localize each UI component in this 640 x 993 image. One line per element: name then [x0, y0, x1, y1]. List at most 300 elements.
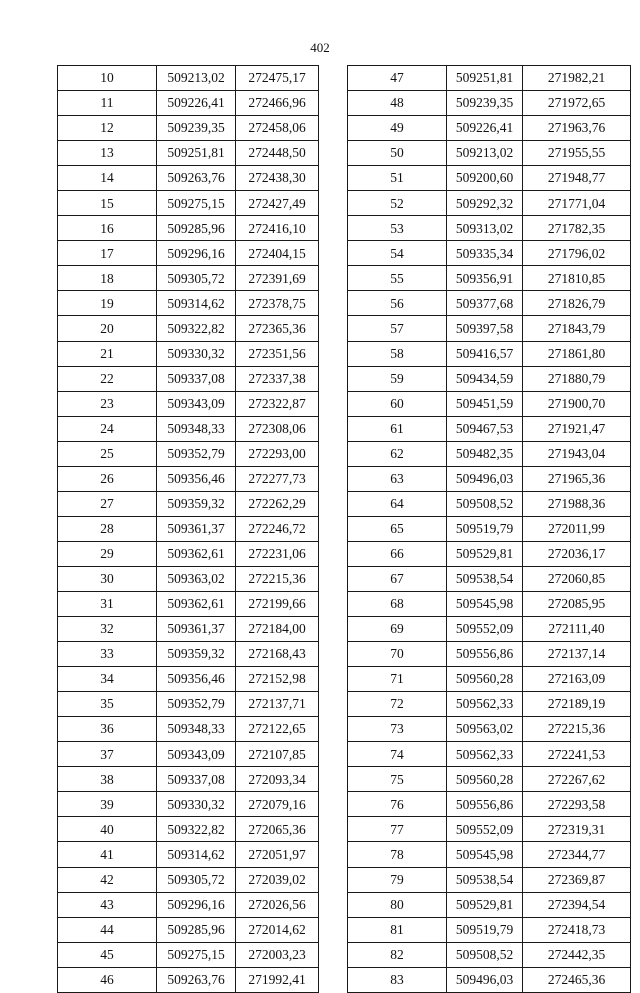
point-number-cell: 77	[348, 817, 447, 842]
table-row	[58, 366, 319, 391]
x-coordinate-cell: 509356,46	[157, 667, 236, 692]
x-coordinate-cell: 509337,08	[157, 767, 236, 792]
table-row	[348, 692, 631, 717]
point-number-cell: 80	[348, 892, 447, 917]
point-number-cell: 25	[58, 441, 157, 466]
table-row	[348, 166, 631, 191]
coordinates-table-left-body	[58, 66, 319, 993]
x-coordinate-cell: 509359,32	[157, 642, 236, 667]
table-row	[58, 642, 319, 667]
point-number-cell: 24	[58, 416, 157, 441]
y-coordinate-cell: 272438,30	[236, 166, 319, 191]
point-number-cell: 71	[348, 667, 447, 692]
table-row	[58, 166, 319, 191]
y-coordinate-cell: 271843,79	[523, 316, 631, 341]
y-coordinate-cell: 272085,95	[523, 591, 631, 616]
y-coordinate-cell: 272026,56	[236, 892, 319, 917]
point-number-cell: 10	[58, 66, 157, 91]
table-row	[348, 391, 631, 416]
y-coordinate-cell: 271796,02	[523, 241, 631, 266]
point-number-cell: 54	[348, 241, 447, 266]
y-coordinate-cell: 272184,00	[236, 617, 319, 642]
table-row	[348, 66, 631, 91]
table-row	[58, 66, 319, 91]
table-row	[58, 617, 319, 642]
y-coordinate-cell: 272322,87	[236, 391, 319, 416]
point-number-cell: 47	[348, 66, 447, 91]
x-coordinate-cell: 509356,46	[157, 466, 236, 491]
point-number-cell: 26	[58, 466, 157, 491]
point-number-cell: 38	[58, 767, 157, 792]
x-coordinate-cell: 509538,54	[447, 867, 523, 892]
point-number-cell: 20	[58, 316, 157, 341]
point-number-cell: 43	[58, 892, 157, 917]
x-coordinate-cell: 509416,57	[447, 341, 523, 366]
point-number-cell: 35	[58, 692, 157, 717]
y-coordinate-cell: 272152,98	[236, 667, 319, 692]
point-number-cell: 68	[348, 591, 447, 616]
point-number-cell: 52	[348, 191, 447, 216]
coordinates-table-left	[57, 65, 319, 993]
x-coordinate-cell: 509508,52	[447, 942, 523, 967]
x-coordinate-cell: 509362,61	[157, 541, 236, 566]
point-number-cell: 23	[58, 391, 157, 416]
coordinates-table-right	[347, 65, 631, 993]
x-coordinate-cell: 509275,15	[157, 191, 236, 216]
y-coordinate-cell: 272458,06	[236, 116, 319, 141]
point-number-cell: 44	[58, 917, 157, 942]
point-number-cell: 27	[58, 491, 157, 516]
x-coordinate-cell: 509348,33	[157, 717, 236, 742]
x-coordinate-cell: 509451,59	[447, 391, 523, 416]
y-coordinate-cell: 272365,36	[236, 316, 319, 341]
y-coordinate-cell: 272391,69	[236, 266, 319, 291]
point-number-cell: 33	[58, 642, 157, 667]
y-coordinate-cell: 272051,97	[236, 842, 319, 867]
x-coordinate-cell: 509352,79	[157, 441, 236, 466]
point-number-cell: 72	[348, 692, 447, 717]
x-coordinate-cell: 509285,96	[157, 216, 236, 241]
x-coordinate-cell: 509343,09	[157, 391, 236, 416]
x-coordinate-cell: 509519,79	[447, 516, 523, 541]
x-coordinate-cell: 509314,62	[157, 842, 236, 867]
y-coordinate-cell: 271826,79	[523, 291, 631, 316]
x-coordinate-cell: 509562,33	[447, 692, 523, 717]
x-coordinate-cell: 509226,41	[447, 116, 523, 141]
x-coordinate-cell: 509285,96	[157, 917, 236, 942]
x-coordinate-cell: 509251,81	[157, 141, 236, 166]
table-row	[348, 491, 631, 516]
y-coordinate-cell: 272215,36	[236, 566, 319, 591]
x-coordinate-cell: 509529,81	[447, 892, 523, 917]
point-number-cell: 69	[348, 617, 447, 642]
y-coordinate-cell: 271921,47	[523, 416, 631, 441]
y-coordinate-cell: 272262,29	[236, 491, 319, 516]
table-row	[58, 441, 319, 466]
x-coordinate-cell: 509377,68	[447, 291, 523, 316]
x-coordinate-cell: 509322,82	[157, 817, 236, 842]
y-coordinate-cell: 272319,31	[523, 817, 631, 842]
y-coordinate-cell: 272394,54	[523, 892, 631, 917]
x-coordinate-cell: 509361,37	[157, 516, 236, 541]
x-coordinate-cell: 509552,09	[447, 617, 523, 642]
y-coordinate-cell: 272036,17	[523, 541, 631, 566]
table-row	[58, 792, 319, 817]
x-coordinate-cell: 509560,28	[447, 767, 523, 792]
table-row	[348, 792, 631, 817]
point-number-cell: 78	[348, 842, 447, 867]
table-row	[58, 491, 319, 516]
x-coordinate-cell: 509519,79	[447, 917, 523, 942]
point-number-cell: 58	[348, 341, 447, 366]
point-number-cell: 19	[58, 291, 157, 316]
point-number-cell: 63	[348, 466, 447, 491]
x-coordinate-cell: 509562,33	[447, 742, 523, 767]
table-row	[58, 692, 319, 717]
table-row	[58, 842, 319, 867]
y-coordinate-cell: 271972,65	[523, 91, 631, 116]
point-number-cell: 62	[348, 441, 447, 466]
table-row	[348, 441, 631, 466]
y-coordinate-cell: 272369,87	[523, 867, 631, 892]
y-coordinate-cell: 272475,17	[236, 66, 319, 91]
x-coordinate-cell: 509552,09	[447, 817, 523, 842]
table-row	[348, 241, 631, 266]
y-coordinate-cell: 272427,49	[236, 191, 319, 216]
point-number-cell: 21	[58, 341, 157, 366]
y-coordinate-cell: 272107,85	[236, 742, 319, 767]
y-coordinate-cell: 272465,36	[523, 967, 631, 992]
x-coordinate-cell: 509362,61	[157, 591, 236, 616]
table-row	[58, 141, 319, 166]
table-row	[348, 316, 631, 341]
x-coordinate-cell: 509343,09	[157, 742, 236, 767]
y-coordinate-cell: 271900,70	[523, 391, 631, 416]
y-coordinate-cell: 272163,09	[523, 667, 631, 692]
point-number-cell: 81	[348, 917, 447, 942]
table-row	[58, 466, 319, 491]
point-number-cell: 66	[348, 541, 447, 566]
y-coordinate-cell: 272416,10	[236, 216, 319, 241]
x-coordinate-cell: 509337,08	[157, 366, 236, 391]
point-number-cell: 11	[58, 91, 157, 116]
point-number-cell: 74	[348, 742, 447, 767]
y-coordinate-cell: 272137,71	[236, 692, 319, 717]
table-row	[348, 141, 631, 166]
table-row	[348, 967, 631, 992]
table-row	[58, 416, 319, 441]
point-number-cell: 67	[348, 566, 447, 591]
table-row	[58, 391, 319, 416]
y-coordinate-cell: 272378,75	[236, 291, 319, 316]
point-number-cell: 82	[348, 942, 447, 967]
y-coordinate-cell: 272293,00	[236, 441, 319, 466]
x-coordinate-cell: 509363,02	[157, 566, 236, 591]
point-number-cell: 53	[348, 216, 447, 241]
table-row	[58, 717, 319, 742]
x-coordinate-cell: 509545,98	[447, 591, 523, 616]
y-coordinate-cell: 272111,40	[523, 617, 631, 642]
y-coordinate-cell: 271948,77	[523, 166, 631, 191]
y-coordinate-cell: 272065,36	[236, 817, 319, 842]
x-coordinate-cell: 509556,86	[447, 792, 523, 817]
table-row	[58, 116, 319, 141]
point-number-cell: 83	[348, 967, 447, 992]
x-coordinate-cell: 509275,15	[157, 942, 236, 967]
point-number-cell: 36	[58, 717, 157, 742]
table-row	[348, 416, 631, 441]
y-coordinate-cell: 272168,43	[236, 642, 319, 667]
y-coordinate-cell: 272418,73	[523, 917, 631, 942]
table-row	[58, 241, 319, 266]
point-number-cell: 32	[58, 617, 157, 642]
y-coordinate-cell: 272466,96	[236, 91, 319, 116]
table-row	[58, 291, 319, 316]
table-row	[348, 591, 631, 616]
point-number-cell: 13	[58, 141, 157, 166]
point-number-cell: 18	[58, 266, 157, 291]
y-coordinate-cell: 271943,04	[523, 441, 631, 466]
table-row	[58, 917, 319, 942]
point-number-cell: 60	[348, 391, 447, 416]
point-number-cell: 65	[348, 516, 447, 541]
table-row	[348, 767, 631, 792]
y-coordinate-cell: 271965,36	[523, 466, 631, 491]
table-row	[348, 116, 631, 141]
table-row	[58, 742, 319, 767]
y-coordinate-cell: 272137,14	[523, 642, 631, 667]
y-coordinate-cell: 272277,73	[236, 466, 319, 491]
point-number-cell: 17	[58, 241, 157, 266]
y-coordinate-cell: 271771,04	[523, 191, 631, 216]
y-coordinate-cell: 271963,76	[523, 116, 631, 141]
y-coordinate-cell: 272199,66	[236, 591, 319, 616]
coordinates-table-right-body	[348, 66, 631, 993]
point-number-cell: 30	[58, 566, 157, 591]
point-number-cell: 64	[348, 491, 447, 516]
table-row	[348, 341, 631, 366]
x-coordinate-cell: 509226,41	[157, 91, 236, 116]
point-number-cell: 73	[348, 717, 447, 742]
point-number-cell: 76	[348, 792, 447, 817]
y-coordinate-cell: 272189,19	[523, 692, 631, 717]
point-number-cell: 48	[348, 91, 447, 116]
point-number-cell: 41	[58, 842, 157, 867]
table-row	[58, 266, 319, 291]
table-row	[58, 216, 319, 241]
y-coordinate-cell: 272351,56	[236, 341, 319, 366]
table-row	[348, 91, 631, 116]
x-coordinate-cell: 509529,81	[447, 541, 523, 566]
table-row	[348, 717, 631, 742]
y-coordinate-cell: 272404,15	[236, 241, 319, 266]
x-coordinate-cell: 509356,91	[447, 266, 523, 291]
y-coordinate-cell: 272011,99	[523, 516, 631, 541]
y-coordinate-cell: 271982,21	[523, 66, 631, 91]
point-number-cell: 42	[58, 867, 157, 892]
y-coordinate-cell: 272267,62	[523, 767, 631, 792]
point-number-cell: 59	[348, 366, 447, 391]
point-number-cell: 40	[58, 817, 157, 842]
x-coordinate-cell: 509322,82	[157, 316, 236, 341]
x-coordinate-cell: 509545,98	[447, 842, 523, 867]
y-coordinate-cell: 272093,34	[236, 767, 319, 792]
y-coordinate-cell: 272014,62	[236, 917, 319, 942]
table-row	[348, 867, 631, 892]
table-row	[348, 617, 631, 642]
y-coordinate-cell: 272003,23	[236, 942, 319, 967]
point-number-cell: 79	[348, 867, 447, 892]
table-row	[348, 942, 631, 967]
table-row	[58, 867, 319, 892]
x-coordinate-cell: 509330,32	[157, 792, 236, 817]
table-row	[348, 466, 631, 491]
y-coordinate-cell: 272122,65	[236, 717, 319, 742]
x-coordinate-cell: 509560,28	[447, 667, 523, 692]
x-coordinate-cell: 509305,72	[157, 867, 236, 892]
table-row	[348, 842, 631, 867]
x-coordinate-cell: 509434,59	[447, 366, 523, 391]
table-row	[348, 566, 631, 591]
y-coordinate-cell: 271782,35	[523, 216, 631, 241]
y-coordinate-cell: 271880,79	[523, 366, 631, 391]
x-coordinate-cell: 509563,02	[447, 717, 523, 742]
table-row	[58, 91, 319, 116]
y-coordinate-cell: 272060,85	[523, 566, 631, 591]
x-coordinate-cell: 509496,03	[447, 466, 523, 491]
x-coordinate-cell: 509352,79	[157, 692, 236, 717]
table-row	[58, 942, 319, 967]
y-coordinate-cell: 271810,85	[523, 266, 631, 291]
y-coordinate-cell: 272337,38	[236, 366, 319, 391]
point-number-cell: 16	[58, 216, 157, 241]
y-coordinate-cell: 272079,16	[236, 792, 319, 817]
table-row	[348, 191, 631, 216]
y-coordinate-cell: 272231,06	[236, 541, 319, 566]
x-coordinate-cell: 509263,76	[157, 166, 236, 191]
x-coordinate-cell: 509251,81	[447, 66, 523, 91]
table-row	[348, 892, 631, 917]
x-coordinate-cell: 509508,52	[447, 491, 523, 516]
table-row	[58, 341, 319, 366]
y-coordinate-cell: 272293,58	[523, 792, 631, 817]
point-number-cell: 37	[58, 742, 157, 767]
x-coordinate-cell: 509296,16	[157, 892, 236, 917]
point-number-cell: 12	[58, 116, 157, 141]
y-coordinate-cell: 272246,72	[236, 516, 319, 541]
y-coordinate-cell: 272039,02	[236, 867, 319, 892]
x-coordinate-cell: 509335,34	[447, 241, 523, 266]
point-number-cell: 39	[58, 792, 157, 817]
table-row	[58, 591, 319, 616]
table-row	[58, 892, 319, 917]
table-row	[348, 742, 631, 767]
x-coordinate-cell: 509330,32	[157, 341, 236, 366]
point-number-cell: 22	[58, 366, 157, 391]
x-coordinate-cell: 509496,03	[447, 967, 523, 992]
point-number-cell: 57	[348, 316, 447, 341]
table-row	[348, 516, 631, 541]
table-row	[58, 767, 319, 792]
y-coordinate-cell: 271992,41	[236, 967, 319, 992]
table-row	[348, 216, 631, 241]
x-coordinate-cell: 509314,62	[157, 291, 236, 316]
x-coordinate-cell: 509263,76	[157, 967, 236, 992]
y-coordinate-cell: 271988,36	[523, 491, 631, 516]
point-number-cell: 49	[348, 116, 447, 141]
x-coordinate-cell: 509200,60	[447, 166, 523, 191]
point-number-cell: 28	[58, 516, 157, 541]
point-number-cell: 75	[348, 767, 447, 792]
table-row	[58, 541, 319, 566]
x-coordinate-cell: 509467,53	[447, 416, 523, 441]
x-coordinate-cell: 509482,35	[447, 441, 523, 466]
table-row	[348, 917, 631, 942]
y-coordinate-cell: 271955,55	[523, 141, 631, 166]
x-coordinate-cell: 509239,35	[447, 91, 523, 116]
x-coordinate-cell: 509296,16	[157, 241, 236, 266]
point-number-cell: 55	[348, 266, 447, 291]
table-row	[58, 316, 319, 341]
point-number-cell: 46	[58, 967, 157, 992]
table-row	[58, 817, 319, 842]
x-coordinate-cell: 509213,02	[447, 141, 523, 166]
table-row	[58, 516, 319, 541]
table-row	[348, 541, 631, 566]
point-number-cell: 51	[348, 166, 447, 191]
point-number-cell: 15	[58, 191, 157, 216]
x-coordinate-cell: 509397,58	[447, 316, 523, 341]
point-number-cell: 61	[348, 416, 447, 441]
point-number-cell: 56	[348, 291, 447, 316]
point-number-cell: 70	[348, 642, 447, 667]
table-row	[348, 266, 631, 291]
x-coordinate-cell: 509305,72	[157, 266, 236, 291]
table-row	[348, 667, 631, 692]
y-coordinate-cell: 272448,50	[236, 141, 319, 166]
table-row	[348, 291, 631, 316]
y-coordinate-cell: 272308,06	[236, 416, 319, 441]
y-coordinate-cell: 272241,53	[523, 742, 631, 767]
table-row	[58, 566, 319, 591]
x-coordinate-cell: 509239,35	[157, 116, 236, 141]
x-coordinate-cell: 509556,86	[447, 642, 523, 667]
table-row	[348, 817, 631, 842]
point-number-cell: 50	[348, 141, 447, 166]
point-number-cell: 14	[58, 166, 157, 191]
point-number-cell: 29	[58, 541, 157, 566]
table-row	[348, 642, 631, 667]
table-row	[58, 191, 319, 216]
x-coordinate-cell: 509361,37	[157, 617, 236, 642]
y-coordinate-cell: 272344,77	[523, 842, 631, 867]
table-row	[58, 667, 319, 692]
x-coordinate-cell: 509292,32	[447, 191, 523, 216]
page-number: 402	[310, 40, 330, 55]
table-row	[348, 366, 631, 391]
point-number-cell: 34	[58, 667, 157, 692]
point-number-cell: 45	[58, 942, 157, 967]
point-number-cell: 31	[58, 591, 157, 616]
y-coordinate-cell: 272215,36	[523, 717, 631, 742]
table-row	[58, 967, 319, 992]
y-coordinate-cell: 271861,80	[523, 341, 631, 366]
x-coordinate-cell: 509538,54	[447, 566, 523, 591]
x-coordinate-cell: 509359,32	[157, 491, 236, 516]
x-coordinate-cell: 509348,33	[157, 416, 236, 441]
x-coordinate-cell: 509313,02	[447, 216, 523, 241]
x-coordinate-cell: 509213,02	[157, 66, 236, 91]
